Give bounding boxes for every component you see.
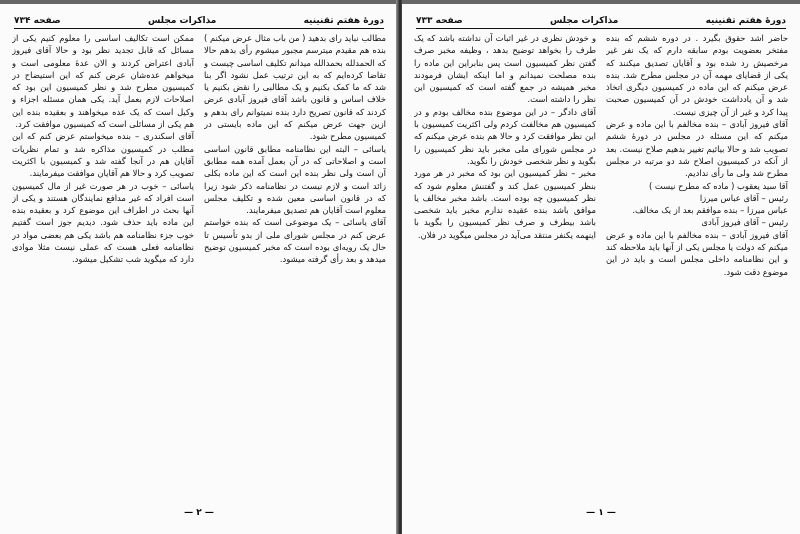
paragraph: یاسائی – خوب در هر صورت غیر از مال کمیسیون است افراد که غیر مدافع نمایندگان هستند و یکی از آنها بحث در اطراف این موضوع کرد و بعقیده بنده این ماده باید حذف شود. دیدیم جوز است گفتیم خوب جزء نظامنامه هم باشد یکی هم بعضی مواد در نظامنامه فعلی هست که عملی نیست مثلا موادی دارد که میگوید شب تشکیل میشود.: [12, 180, 194, 265]
paragraph: یاسائی – البته این نظامنامه مطابق قانون اساسی است و اصلاحاتی که در آن بعمل آمده همه مطابق آن است ولی نظر بنده این است که این ماده بکلی زائد است و لازم نیست در نظامنامه ذکر شود زیرا که در قانون اساسی معین شده و تکلیف مجلس معلوم است آقایان هم تصدیق میفرمایند.: [204, 143, 386, 216]
session-label: دورهٔ هفتم تقنینیه: [303, 16, 384, 26]
paragraph: آقای یاسائی – یک موضوعی است که بنده خواستم عرض کنم در مجلس شورای ملی از بدو تأسیس تا حال یک رویه‌ای بوده است که مخبر کمیسیون توضیح میدهد و بعد رأی گرفته میشود.: [204, 217, 386, 265]
page-number: — ۲ —: [184, 508, 214, 518]
header-title: مذاکرات مجلس: [147, 16, 217, 26]
paragraph: آقای فیروز آبادی – بنده مخالفم با این ماده و عرض میکنم که این مسئله در مجلس در دورهٔ ششم تصویب شد و حالا بیائیم تغییر بدهیم صلاح نیست. بعد از آنکه در کمیسیون اصلاح شد دو مرتبه در مجلس مطرح شد ولی ما رأی ندادیم.: [606, 119, 788, 179]
session-label: دورهٔ هفتم تقنینیه: [705, 16, 786, 26]
scan-edge: [0, 0, 398, 4]
right-page: [402, 0, 800, 534]
left-page: [0, 0, 398, 534]
page-label: صفحه ۷۳۴: [14, 16, 61, 26]
page-header: [416, 10, 786, 29]
paragraph: مخبر – نظر کمیسیون این بود که مخبر در هر مورد بنظر کمیسیون عمل کند و گفتنش معلوم شود که نظر کمیسیون چه بوده است. باشد مخبر مخالف یا موافق باشد بنده عقیده ندارم مخبر باید شخصی باشد بیطرف و صرف نظر کمیسیون را بگوید با اینهمه یکنفر منتقد می‌آید در مجلس میگوید در فلان.: [414, 168, 596, 240]
paragraph: مطالب نباید رای بدهید ( من باب مثال عرض میکنم ) بنده هم مقیدم میترسم مجبور میشوم رأی بدهم حالا که الحمدلله بحمدالله میدانم تکلیف اساسی چیست و تقاضا کرده‌ایم که به این ترتیب عمل نشود اگر بنا شد که ما کمک بکنیم و یک مطالبی را نقض بکنیم یا خلاف اساس و قانون باشد آقای فیروز آبادی عرض کردند که قانون تصریح دارد بنده نمیتوانم رای بدهم و ازین جهت عرض میکنم که این ماده بایستی در کمیسیون مطرح شود.: [204, 33, 386, 142]
paragraph: ممکن است تکالیف اساسی را معلوم کنیم یکی از مسائل که قابل تجدید نظر بود و حالا آقای فیروز آبادی اعتراض کردند و الان عدهٔ معلومی است و میخواهم عده‌شان عرض کنم که این استیضاح در کمیسیون مطرح شد و نظر کمیسیون این بود که اصلاحات لازم بعمل آید. یکی همان مسئله اجزاء و وکیل است که یک عده میخواهند و بعقیده بنده این هم یکی از مسائلی است که کمیسیون موافقت کرد.: [12, 33, 194, 130]
header-title: مذاکرات مجلس: [549, 16, 619, 26]
paragraph: آقای اسکندری – بنده میخواستم عرض کنم که این مطلب در کمیسیون مذاکره شد و تمام نظریات آقایان هم در آنجا گفته شد و کمیسیون با اکثریت تصویب کرد و حالا هم آقایان موافقت میفرمایند.: [12, 131, 194, 179]
paragraph: رئیس – آقای فیروز آبادی: [701, 217, 788, 228]
paragraph: آقا سید یعقوب ( ماده که مطرح نیست ): [648, 180, 788, 191]
paragraph: حاضر اشد حقوق بگیرد . در دوره ششم که بنده مفتخر بعضویت بودم سابقه دارم که یک نفر غیر مرخصیش رد شده بود و آقایان تصدیق میکنند که یکی از قضایای مهمه آن در مجلس مطرح شد. بنده عرض میکنم که این ماده در کمیسیون دیگری اتخاذ شد و آن یادداشت خودش در آن کمیسیون صحبت پیدا کرد و غیر از آن چیزی نیست.: [606, 33, 788, 117]
text-column-right: [204, 32, 386, 496]
page-number: — ۱ —: [586, 508, 616, 518]
scan-edge: [402, 0, 800, 4]
paragraph: آقای دادگر – در این موضوع بنده مخالف بودم و در کمیسیون هم مخالفت کردم ولی اکثریت کمیسیون با این نظر موافقت کرد و حالا هم بنده عرض میکنم که در مجلس شورای ملی مخبر باید نظر کمیسیون را بگوید و نظر شخصی خودش را نگوید.: [414, 106, 596, 166]
paragraph: و خودش نظری در غیر اثبات آن نداشته باشد که یک طرف را بخواهد توضیح بدهد ، وظیفه مخبر صرف گفتن نظر کمیسیون است پس بنابراین این ماده را بنده مصلحت نمیدانم و اما اینکه ایشان فرمودند مخبر همیشه در جمع گفته است که کمیسیون این نظر را داشته است.: [414, 33, 596, 105]
paragraph: رئیس – آقای عباس میرزا: [699, 192, 788, 203]
text-column-left: [414, 32, 596, 496]
paragraph: عباس میرزا – بنده موافقم بعد از یک مخالف.: [632, 205, 788, 216]
text-column-left: [12, 32, 194, 496]
page-header: [14, 10, 384, 29]
paragraph: آقای فیروز آبادی – بنده مخالفم با این ماده و عرض میکنم که دولت یا مجلس یکی از آنها باید ملاحظه کند و این نظامنامه داخلی مجلس است و باید در این موضوع دقت شود.: [606, 229, 788, 277]
text-column-right: [606, 32, 788, 496]
page-label: صفحه ۷۳۳: [416, 16, 463, 26]
